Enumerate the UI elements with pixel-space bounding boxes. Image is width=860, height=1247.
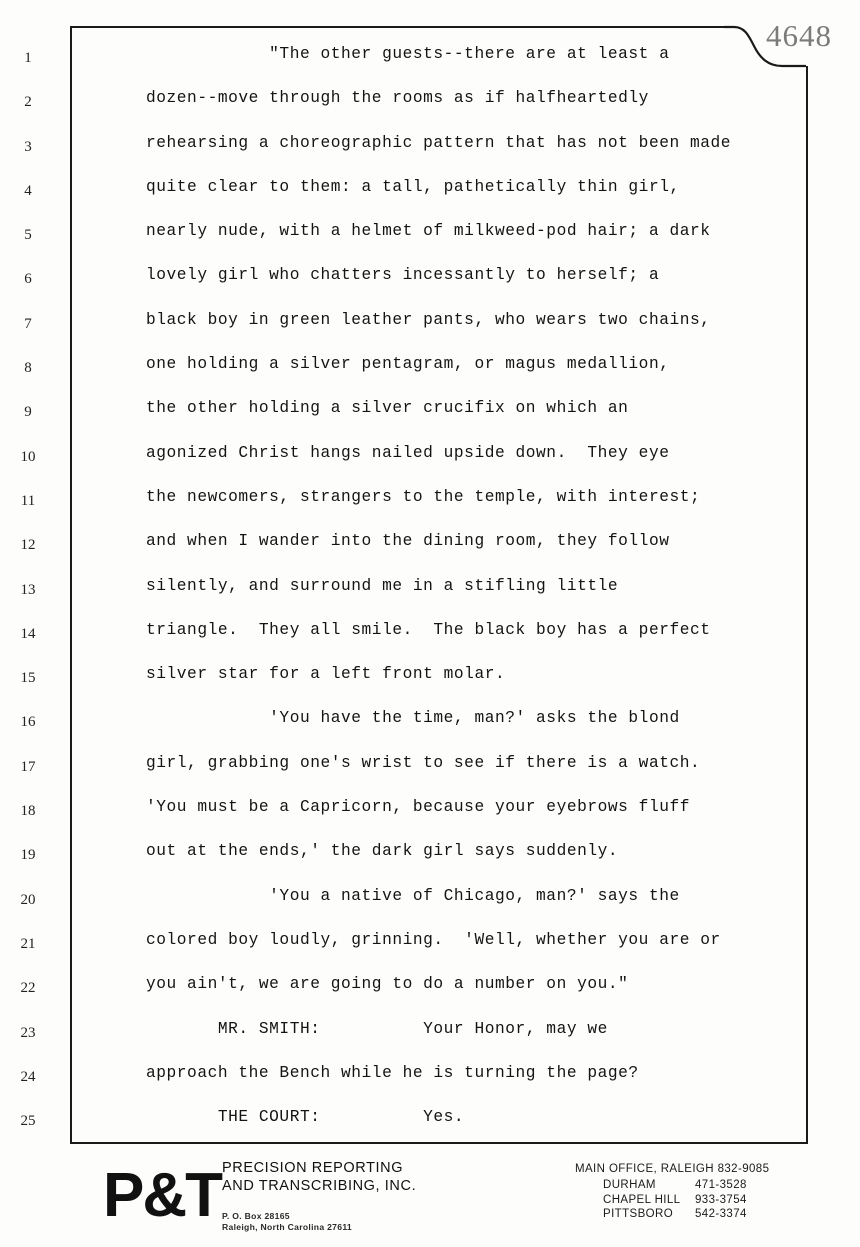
line-text: triangle. They all smile. The black boy has a perfect (146, 620, 711, 639)
line-text: 'You a native of Chicago, man?' says the (146, 886, 680, 905)
line-number: 22 (20, 980, 36, 997)
address-line-1: P. O. Box 28165 (222, 1211, 290, 1221)
company-address (222, 1211, 512, 1233)
line-text: you ain't, we are going to do a number on you." (146, 975, 629, 994)
line-text: agonized Christ hangs nailed upside down. They eye (146, 443, 670, 462)
line-number: 25 (20, 1113, 36, 1130)
pt-logo (103, 1161, 221, 1239)
transcript-line (0, 660, 860, 704)
transcript-line (0, 1103, 860, 1147)
line-number: 4 (24, 182, 32, 199)
company-name-line2: AND TRANSCRIBING, INC. (222, 1177, 417, 1194)
line-text: girl, grabbing one's wrist to see if there is a watch. (146, 753, 701, 772)
phone-city: CHAPEL HILL (603, 1193, 681, 1206)
company-name-line1: PRECISION REPORTING (222, 1160, 404, 1176)
line-number: 7 (24, 315, 32, 332)
line-number: 13 (20, 581, 36, 598)
line-text: THE COURT: Yes. (146, 1108, 465, 1127)
phone-row (603, 1207, 835, 1222)
transcript-line (0, 749, 860, 793)
line-number: 12 (20, 537, 36, 554)
phone-row (603, 1193, 835, 1208)
phone-city: DURHAM (603, 1179, 656, 1191)
line-number: 3 (24, 138, 32, 155)
transcript-line (0, 40, 860, 84)
transcript-line (0, 1059, 860, 1103)
page-border-top (70, 26, 732, 28)
transcript-line (0, 572, 860, 616)
transcript-line (0, 837, 860, 881)
line-number: 16 (20, 714, 36, 731)
phone-row (603, 1178, 835, 1193)
transcript-line (0, 882, 860, 926)
line-text: the newcomers, strangers to the temple, with interest; (146, 487, 701, 506)
line-number: 20 (20, 891, 36, 908)
transcript-line (0, 439, 860, 483)
page-number-stamp: 4648 (766, 18, 832, 53)
line-text: the other holding a silver crucifix on which an (146, 399, 629, 418)
line-text: and when I wander into the dining room, they follow (146, 532, 670, 551)
line-number: 23 (20, 1024, 36, 1041)
line-number: 2 (24, 94, 32, 111)
line-text: approach the Bench while he is turning the page? (146, 1063, 639, 1082)
line-number: 1 (24, 50, 32, 66)
transcript-line (0, 704, 860, 748)
transcript-line (0, 394, 860, 438)
transcript-line (0, 970, 860, 1014)
line-text: colored boy loudly, grinning. 'Well, whether you are or (146, 930, 721, 949)
phone-number: 471-3528 (695, 1179, 747, 1191)
transcript-line (0, 84, 860, 128)
main-office-phone: MAIN OFFICE, RALEIGH 832-9085 (575, 1163, 770, 1175)
transcript-line (0, 261, 860, 305)
company-identity (222, 1160, 512, 1233)
line-text: 'You must be a Capricorn, because your eyebrows fluff (146, 798, 690, 817)
line-number: 21 (20, 935, 36, 952)
transcript-line (0, 1015, 860, 1059)
line-number: 9 (24, 404, 32, 421)
line-number: 5 (24, 227, 32, 244)
page-footer (0, 1155, 860, 1247)
transcript-line (0, 926, 860, 970)
line-number: 18 (20, 803, 36, 820)
line-number: 19 (20, 847, 36, 864)
transcript-line (0, 217, 860, 261)
line-number: 14 (20, 625, 36, 642)
transcript-line (0, 616, 860, 660)
phone-number: 933-3754 (695, 1193, 747, 1206)
transcript-line (0, 527, 860, 571)
line-text: silently, and surround me in a stifling little (146, 576, 619, 595)
line-text: silver star for a left front molar. (146, 665, 506, 684)
transcript-line (0, 793, 860, 837)
phone-city: PITTSBORO (603, 1208, 674, 1220)
transcript-line (0, 483, 860, 527)
transcript-line (0, 350, 860, 394)
line-number: 11 (20, 492, 36, 509)
contact-numbers (575, 1163, 835, 1222)
transcript-line (0, 306, 860, 350)
line-number: 10 (20, 448, 36, 465)
line-text: out at the ends,' the dark girl says suddenly. (146, 842, 619, 861)
line-text: 'You have the time, man?' asks the blond (146, 709, 680, 728)
line-text: rehearsing a choreographic pattern that has not been made (146, 133, 732, 152)
line-number: 15 (20, 670, 36, 687)
transcript-line (0, 173, 860, 217)
line-number: 6 (24, 271, 32, 288)
line-number: 17 (20, 758, 36, 775)
address-line-2: Raleigh, North Carolina 27611 (222, 1222, 353, 1232)
line-text: lovely girl who chatters incessantly to herself; a (146, 266, 660, 285)
line-text: dozen--move through the rooms as if halfheartedly (146, 89, 649, 108)
line-text: one holding a silver pentagram, or magus medallion, (146, 355, 670, 374)
line-text: quite clear to them: a tall, pathetically thin girl, (146, 177, 680, 196)
pt-logo-mark: P&T (103, 1161, 221, 1230)
transcript-line (0, 129, 860, 173)
line-text: nearly nude, with a helmet of milkweed-pod hair; a dark (146, 222, 711, 241)
line-number: 24 (20, 1068, 36, 1085)
transcript-body (0, 40, 860, 1147)
line-text: "The other guests--there are at least a (146, 45, 670, 63)
line-text: MR. SMITH: Your Honor, may we (146, 1019, 608, 1038)
phone-number: 542-3374 (695, 1208, 747, 1220)
line-text: black boy in green leather pants, who wears two chains, (146, 310, 711, 329)
line-number: 8 (24, 360, 32, 377)
